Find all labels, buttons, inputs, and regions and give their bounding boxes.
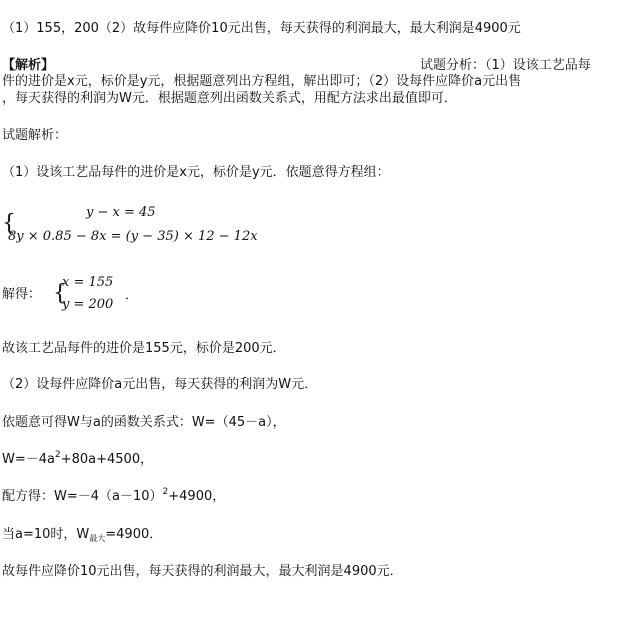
system2-brace: { xyxy=(53,281,67,306)
step2-text: （2）设每件应降价a元出售，每天获得的利润为W元． xyxy=(2,377,318,392)
final-conclusion: 故每件应降价10元出售，每天获得的利润最大，最大利润是4900元． xyxy=(2,564,403,579)
relation-text: 依题意可得W与a的函数关系式：W=（45－a）， xyxy=(2,415,286,430)
analysis-text-line2: 件的进价是x元，标价是y元，根据题意列出方程组，解出即可；（2）设每件应降价a元出售 xyxy=(2,74,522,89)
analysis-label: 【解析】 xyxy=(2,58,55,73)
completing-square: 配方得：$W=-4(a-10)^2+4900$， xyxy=(2,487,226,504)
conclusion-1: 故该工艺品每件的进价是155元，标价是200元． xyxy=(2,341,286,356)
w-expression: $W=-4a^2+80a+4500$， xyxy=(2,450,154,467)
system1-eq1: y − x = 45 xyxy=(86,205,156,220)
system2-end: ． xyxy=(125,288,139,303)
system2-eq2: y = 200 xyxy=(62,297,114,312)
solve-label: 解得： xyxy=(2,287,42,302)
max-value-line: 当a=10时，$W_{最大}=4900$． xyxy=(2,527,163,543)
step1-text: （1）设该工艺品每件的进价是x元，标价是y元．依题意得方程组： xyxy=(2,165,390,180)
system2-eq1: x = 155 xyxy=(62,275,114,290)
system1-brace: { xyxy=(2,211,16,236)
system1-eq2: 8y × 0.85 − 8x = (y − 35) × 12 − 12x xyxy=(8,229,258,244)
analysis-text-line3: ，每天获得的利润为W元．根据题意列出函数关系式，用配方法求出最值即可． xyxy=(2,91,457,106)
solution-label: 试题解析： xyxy=(2,128,68,143)
analysis-text-right: 试题分析：（1）设该工艺品每 xyxy=(420,58,591,73)
answer-line: （1）155，200（2）故每件应降价10元出售，每天获得的利润最大，最大利润是4900元 xyxy=(2,21,521,36)
